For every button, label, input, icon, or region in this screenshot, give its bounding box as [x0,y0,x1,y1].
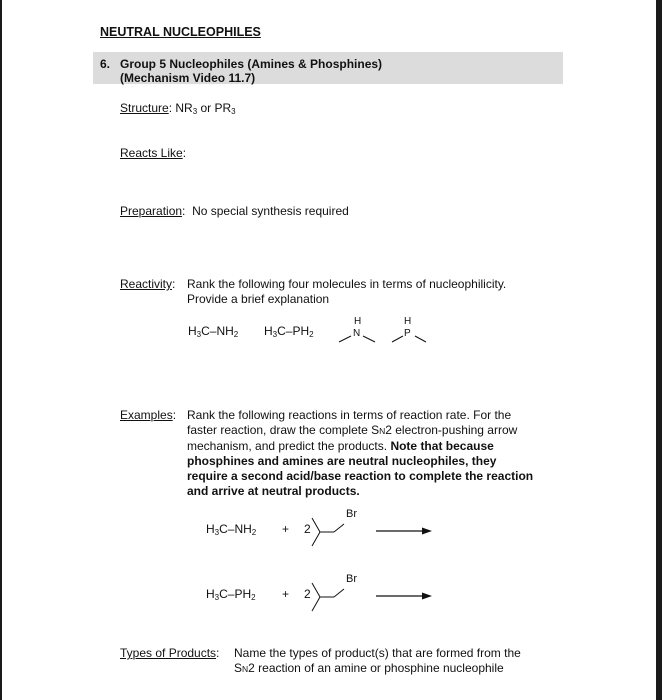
examples-label-wrap: Examples: [120,408,177,422]
reactivity-text: Rank the following four molecules in terms of nucleophilicity. Provide a brief explanation [187,277,507,306]
examples-text: Rank the following reactions in terms of reaction rate. For the faster reaction, draw the complete SN2 electron-pushing arrow mechanism, and predict the products. Note that because phosphines and amines are neutral nucleophiles, they require a second acid/base reaction to complete the reaction and arrive at neutral products. [187,408,534,498]
secondary-phosphine-h: H [404,316,412,327]
preparation-row: Preparation: No special synthesis required [120,204,349,218]
nr3-formula: $NR_3$ [175,101,198,116]
reaction-2-coefficient: 2 [304,587,311,601]
examples-label: Examples [120,408,173,422]
structure-label: Structure [120,101,169,115]
diisopropylamine-n: N [353,328,361,339]
reacts-like-label: Reacts Like [120,146,183,160]
diisopropylamine-bonds [335,330,375,350]
pr3-formula: $PR_3$ [214,101,236,116]
section-title-line-2: (Mechanism Video 11.7) [120,71,256,85]
reaction-2-plus: + [282,587,290,601]
molecule-methylphosphine: $H_3C-PH_2$ [264,324,314,339]
secondary-phosphine-p: P [404,328,411,339]
reaction-1-coefficient: 2 [304,522,311,536]
structure-row: Structure: $NR_3$ or $PR_3$ [120,101,236,116]
diisopropylamine-h: H [354,316,362,327]
section-title-line-1: Group 5 Nucleophiles (Amines & Phosphines) [120,57,383,71]
reaction-1-plus: + [282,522,290,536]
molecule-methylamine: $H_3C-NH_2$ [188,324,239,339]
reactivity-label-wrap: Reactivity: [120,277,176,291]
reaction-1-alkyl-bromide-skeleton [312,518,352,548]
reaction-2-nucleophile: $H_3C-PH_2$ [206,587,256,602]
secondary-phosphine-bonds [388,330,428,350]
types-of-products-text: Name the types of product(s) that are formed from the SN2 reaction of an amine or phosphine nucleophile [234,646,521,675]
page-left-edge [0,0,2,700]
reaction-1-nucleophile: $H_3C-NH_2$ [206,522,257,537]
page-right-edge [656,0,662,700]
section-number: 6. [100,57,111,71]
reacts-like-row: Reacts Like: [120,146,187,160]
types-of-products-label: Types of Products [120,646,217,660]
reaction-1-arrow [376,526,432,536]
reaction-2-alkyl-bromide-skeleton [312,583,352,613]
preparation-value: No special synthesis required [192,204,349,218]
reaction-2-arrow [376,591,432,601]
reaction-2-bromine: Br [346,573,357,585]
reactivity-label: Reactivity [120,277,173,291]
reaction-1-bromine: Br [346,508,357,520]
document-heading: NEUTRAL NUCLEOPHILES [100,25,261,39]
types-of-products-label-wrap: Types of Products: [120,646,220,660]
preparation-label: Preparation [120,204,183,218]
